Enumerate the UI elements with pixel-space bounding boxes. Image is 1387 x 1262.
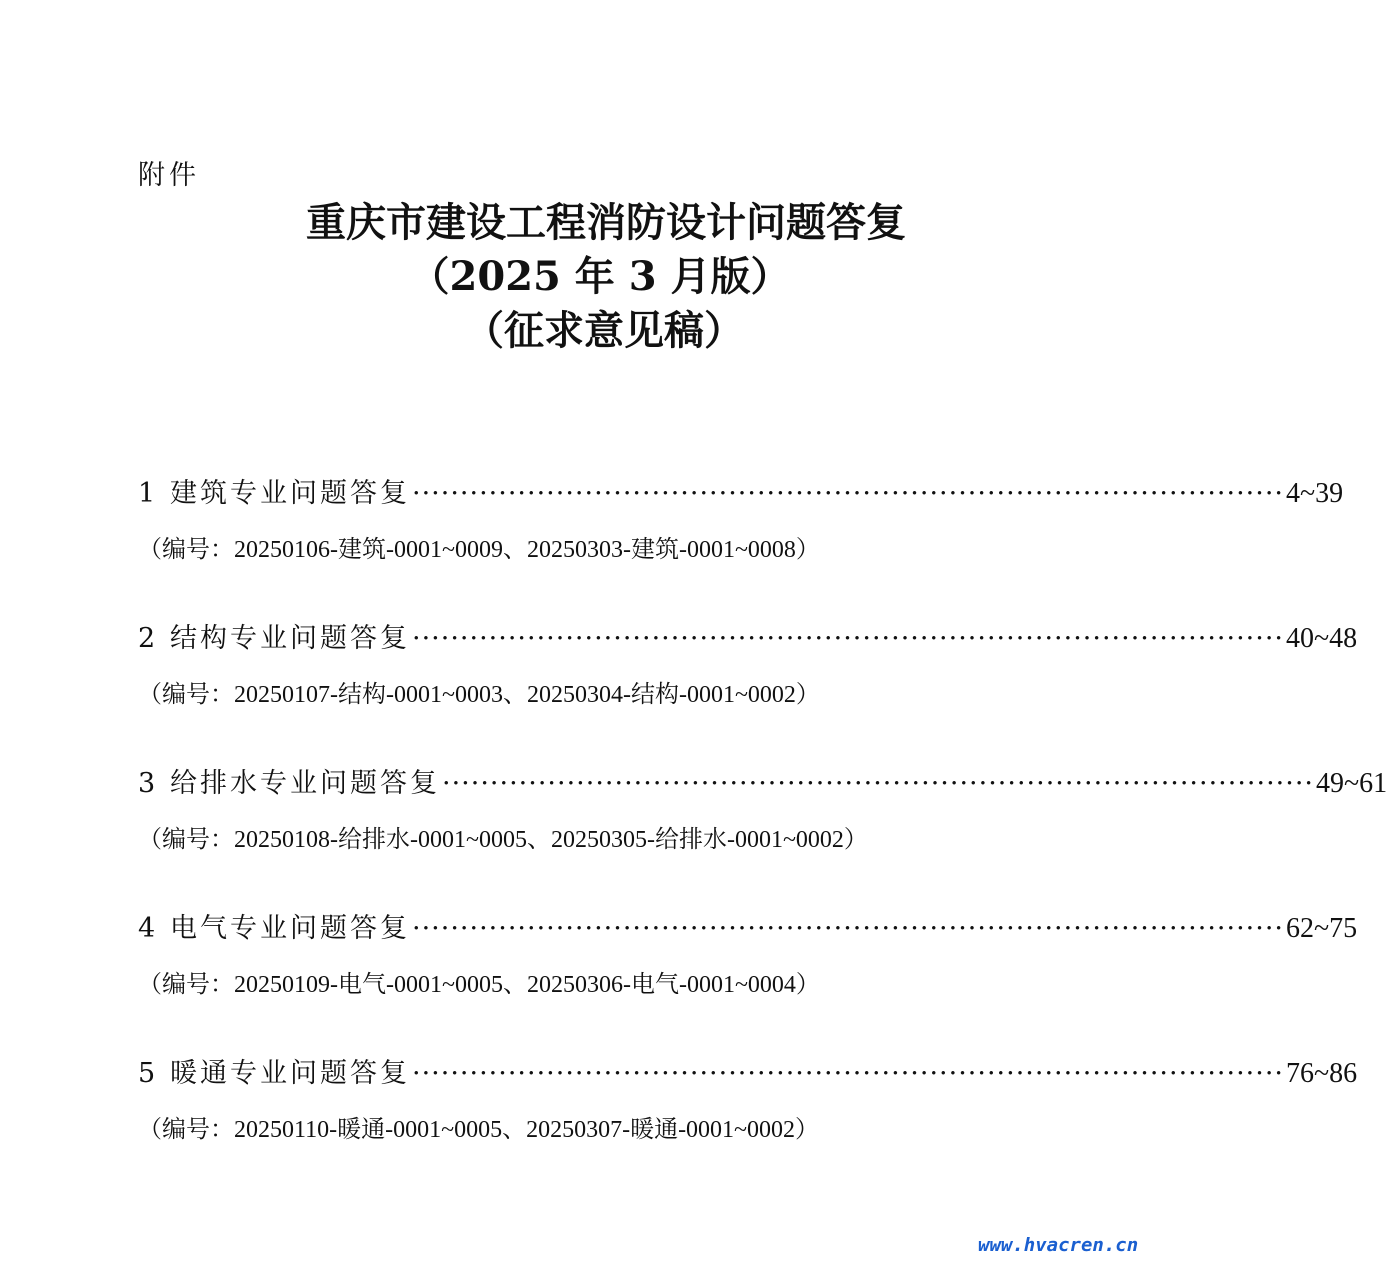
toc-label: 电气专业问题答复 (170, 913, 410, 944)
toc-leader-dots: ··························································································· (412, 1058, 1285, 1089)
toc-entry-hvac (138, 1050, 1358, 1195)
toc-pages: 62~75 (1286, 913, 1358, 944)
toc-entry-plumbing (138, 760, 1387, 905)
toc-label: 暖通专业问题答复 (170, 1058, 410, 1089)
toc-number: 4 (138, 913, 156, 944)
toc-label: 给排水专业问题答复 (170, 768, 440, 799)
toc-entry-architecture (138, 470, 1344, 615)
toc-entry-electrical (138, 905, 1358, 1050)
title-draft: （征求意见稿） (464, 307, 744, 354)
toc-number: 2 (138, 623, 156, 654)
toc-line (138, 470, 1344, 518)
toc-label: 建筑专业问题答复 (170, 478, 410, 509)
toc-leader-dots: ··························································································· (412, 913, 1285, 944)
attachment-label: 附件 (138, 160, 200, 191)
toc-codes: （编号：20250106-建筑-0001~0009、20250303-建筑-0001~0008） (138, 537, 820, 563)
title-main: 重庆市建设工程消防设计问题答复 (306, 199, 906, 246)
toc-codes: （编号：20250109-电气-0001~0005、20250306-电气-0001~0004） (138, 972, 820, 998)
title-edition: （2025 年 3 月版） (409, 253, 791, 300)
document-title (0, 196, 1134, 358)
toc-line (138, 905, 1358, 953)
toc-leader-dots: ··························································································· (442, 768, 1315, 799)
toc-leader-dots: ··························································································· (412, 623, 1285, 654)
toc-pages: 49~61 (1316, 768, 1387, 799)
toc-label: 结构专业问题答复 (170, 623, 410, 654)
watermark: www.hvacren.cn (978, 1234, 1139, 1256)
toc-entry-structure (138, 615, 1358, 760)
toc-pages: 76~86 (1286, 1058, 1358, 1089)
toc-leader-dots: ··························································································· (412, 478, 1285, 509)
toc-line (138, 615, 1358, 663)
toc-pages: 4~39 (1286, 478, 1344, 509)
toc-codes: （编号：20250110-暖通-0001~0005、20250307-暖通-0001~0002） (138, 1117, 820, 1143)
toc-pages: 40~48 (1286, 623, 1358, 654)
table-of-contents (138, 470, 1387, 1195)
toc-line (138, 760, 1387, 808)
toc-number: 1 (138, 478, 156, 509)
toc-codes: （编号：20250108-给排水-0001~0005、20250305-给排水-0001~0002） (138, 827, 868, 853)
toc-number: 3 (138, 768, 156, 799)
toc-line (138, 1050, 1358, 1098)
toc-codes: （编号：20250107-结构-0001~0003、20250304-结构-0001~0002） (138, 682, 820, 708)
toc-number: 5 (138, 1058, 156, 1089)
